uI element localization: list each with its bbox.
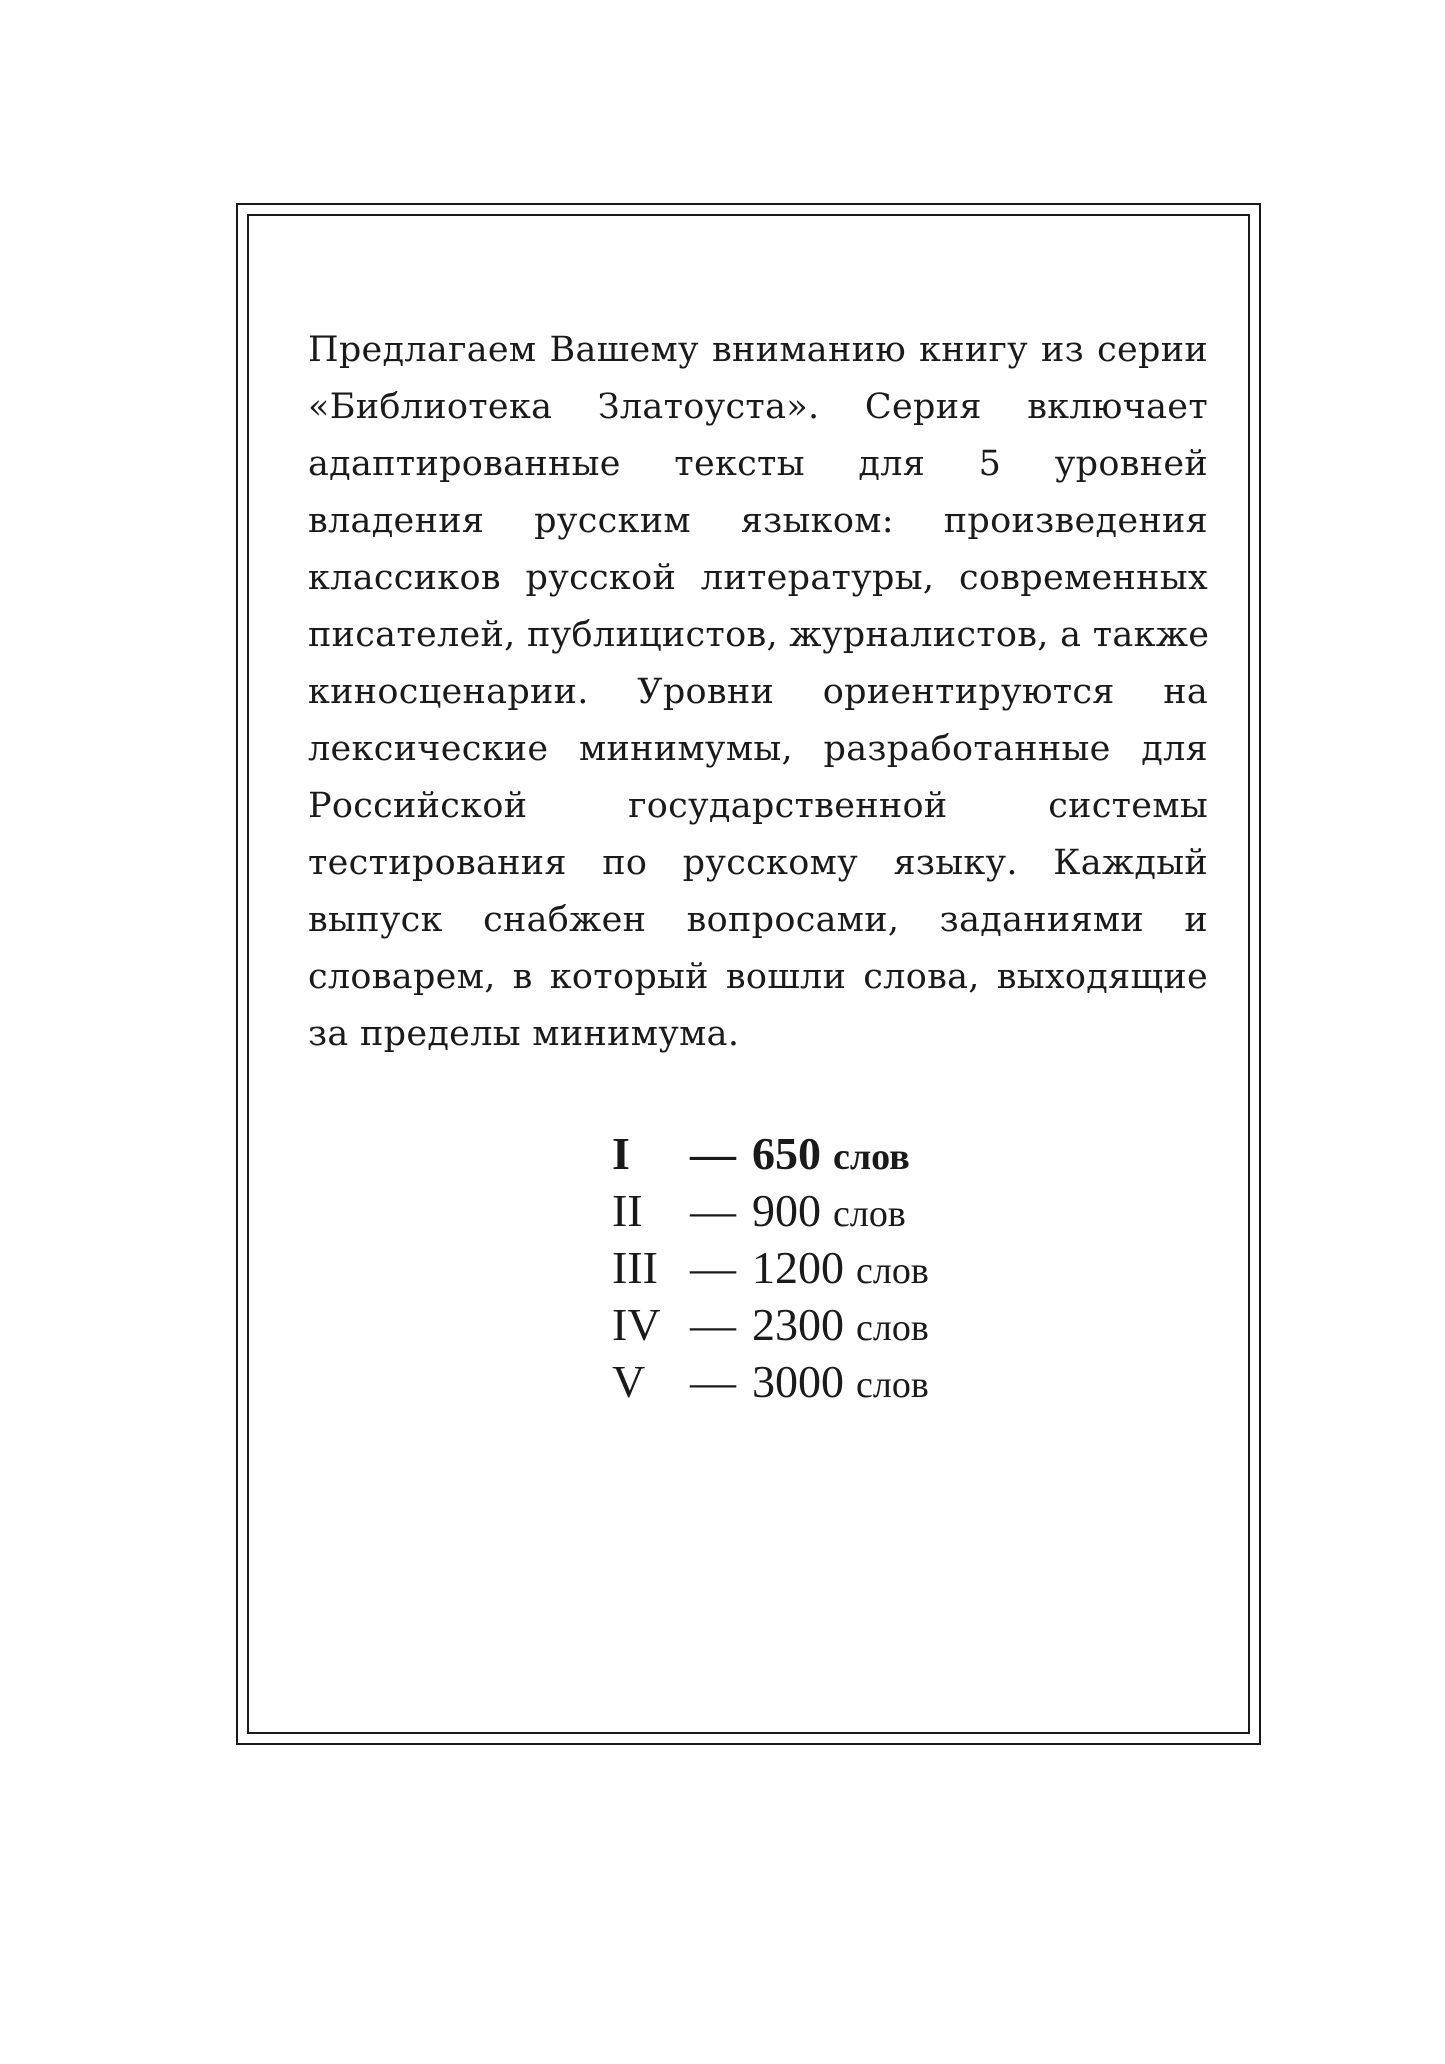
description-line: тестирования по русскому языку. Каждый (308, 843, 1208, 883)
level-unit: слов (856, 1307, 929, 1349)
level-dash: — (690, 1185, 736, 1236)
level-row-5 (612, 1355, 972, 1412)
series-description (308, 322, 1208, 1063)
description-line: киносценарии. Уровни ориентируются на (308, 672, 1208, 712)
level-unit: слов (833, 1136, 910, 1178)
description-line: словарем, в который вошли слова, выходящие (308, 957, 1208, 997)
level-word-count: 900 (752, 1185, 821, 1236)
description-line: писателей, публицистов, журналистов, а также (308, 615, 1210, 655)
level-list (612, 1127, 972, 1412)
level-dash: — (690, 1299, 736, 1350)
level-row-2 (612, 1184, 972, 1241)
description-line: адаптированные тексты для 5 уровней (308, 444, 1208, 484)
description-line: Российской государственной системы (308, 786, 1208, 826)
description-line: выпуск снабжен вопросами, заданиями и (308, 900, 1208, 940)
level-row-4 (612, 1298, 972, 1355)
description-line: классиков русской литературы, современных (308, 558, 1208, 598)
level-numeral: I (612, 1128, 630, 1179)
description-line: владения русским языком: произведения (308, 501, 1208, 541)
level-numeral: III (612, 1242, 658, 1293)
description-line: за пределы минимума. (308, 1014, 740, 1054)
level-unit: слов (856, 1250, 929, 1292)
level-row-1 (612, 1127, 972, 1184)
description-line: «Библиотека Златоуста». Серия включает (308, 387, 1208, 427)
level-unit: слов (833, 1193, 906, 1235)
description-line: лексические минимумы, разработанные для (308, 729, 1208, 769)
level-row-3 (612, 1241, 972, 1298)
level-word-count: 1200 (752, 1242, 844, 1293)
level-numeral: IV (612, 1299, 661, 1350)
description-line: Предлагаем Вашему вниманию книгу из серии (308, 330, 1208, 370)
level-dash: — (690, 1128, 736, 1179)
level-word-count: 3000 (752, 1356, 844, 1407)
level-dash: — (690, 1242, 736, 1293)
level-word-count: 2300 (752, 1299, 844, 1350)
level-numeral: V (612, 1356, 646, 1407)
level-dash: — (690, 1356, 736, 1407)
level-unit: слов (856, 1364, 929, 1406)
level-word-count: 650 (752, 1128, 821, 1179)
level-numeral: II (612, 1185, 643, 1236)
